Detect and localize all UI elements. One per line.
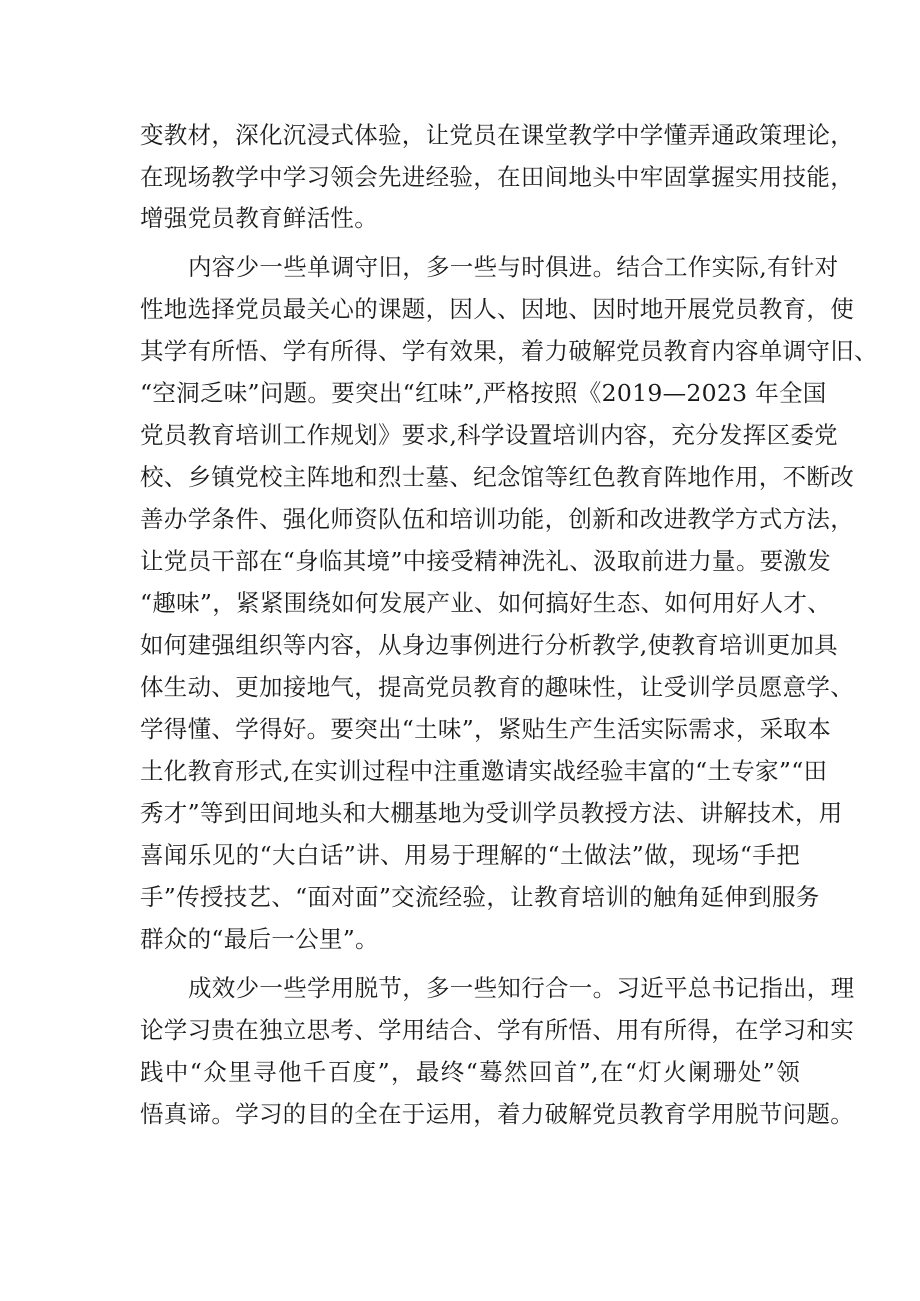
paragraph-2-line-8: 让党员干部在“身临其境”中接受精神洗礼、汲取前进力量。要激发 bbox=[140, 547, 832, 575]
paragraph-2-line-3: 其学有所悟、学有所得、学有效果，着力破解党员教育内容单调守旧、 bbox=[140, 337, 878, 365]
paragraph-2-line-17: 群众的“最后一公里”。 bbox=[140, 925, 379, 953]
paragraph-2-line-5: 党员教育培训工作规划》要求,科学设置培训内容，充分发挥区委党 bbox=[140, 421, 838, 449]
paragraph-2-line-4: “空洞乏味”问题。要突出“红味”,严格按照《2019—2023 年全国 bbox=[140, 379, 827, 407]
paragraph-3-line-4: 悟真谛。学习的目的全在于运用，着力破解党员教育学用脱节问题。 bbox=[140, 1100, 854, 1128]
paragraph-1-line-1: 变教材，深化沉浸式体验，让党员在课堂教学中学懂弄通政策理论， bbox=[140, 121, 854, 149]
paragraph-2-line-7: 善办学条件、强化师资队伍和培训功能，创新和改进教学方式方法， bbox=[140, 505, 854, 533]
paragraph-3-line-2: 论学习贵在独立思考、学用结合、学有所悟、用有所得，在学习和实 bbox=[140, 1016, 854, 1044]
paragraph-3-line-3: 践中“众里寻他千百度”，最终“蓦然回首”,在“灯火阑珊处”领 bbox=[140, 1058, 800, 1086]
paragraph-3-line-1: 成效少一些学用脱节，多一些知行合一。习近平总书记指出，理 bbox=[188, 974, 855, 1002]
paragraph-1-line-2: 在现场教学中学习领会先进经验，在田间地头中牢固掌握实用技能， bbox=[140, 163, 854, 191]
paragraph-2-line-13: 土化教育形式,在实训过程中注重邀请实战经验丰富的“土专家”“田 bbox=[140, 757, 828, 785]
paragraph-2-line-2: 性地选择党员最关心的课题，因人、因地、因时地开展党员教育，使 bbox=[140, 295, 854, 323]
paragraph-2-line-11: 体生动、更加接地气，提高党员教育的趣味性，让受训学员愿意学、 bbox=[140, 673, 854, 701]
paragraph-2-line-16: 手”传授技艺、“面对面”交流经验，让教育培训的触角延伸到服务 bbox=[140, 883, 820, 911]
paragraph-2-line-12: 学得懂、学得好。要突出“土味”，紧贴生产生活实际需求，采取本 bbox=[140, 715, 832, 743]
paragraph-2-line-15: 喜闻乐见的“大白话”讲、用易于理解的“土做法”做，现场“手把 bbox=[140, 841, 800, 869]
paragraph-2-line-6: 校、乡镇党校主阵地和烈士墓、纪念馆等红色教育阵地作用，不断改 bbox=[140, 463, 854, 491]
paragraph-1-line-3: 增强党员教育鲜活性。 bbox=[140, 204, 378, 232]
paragraph-2-line-14: 秀才”等到田间地头和大棚基地为受训学员教授方法、讲解技术，用 bbox=[140, 799, 843, 827]
paragraph-2-line-1: 内容少一些单调守旧，多一些与时俱进。结合工作实际,有针对 bbox=[188, 253, 839, 281]
paragraph-2-line-9: “趣味”，紧紧围绕如何发展产业、如何搞好生态、如何用好人才、 bbox=[140, 589, 832, 617]
paragraph-2-line-10: 如何建强组织等内容，从身边事例进行分析教学,使教育培训更加具 bbox=[140, 631, 838, 659]
